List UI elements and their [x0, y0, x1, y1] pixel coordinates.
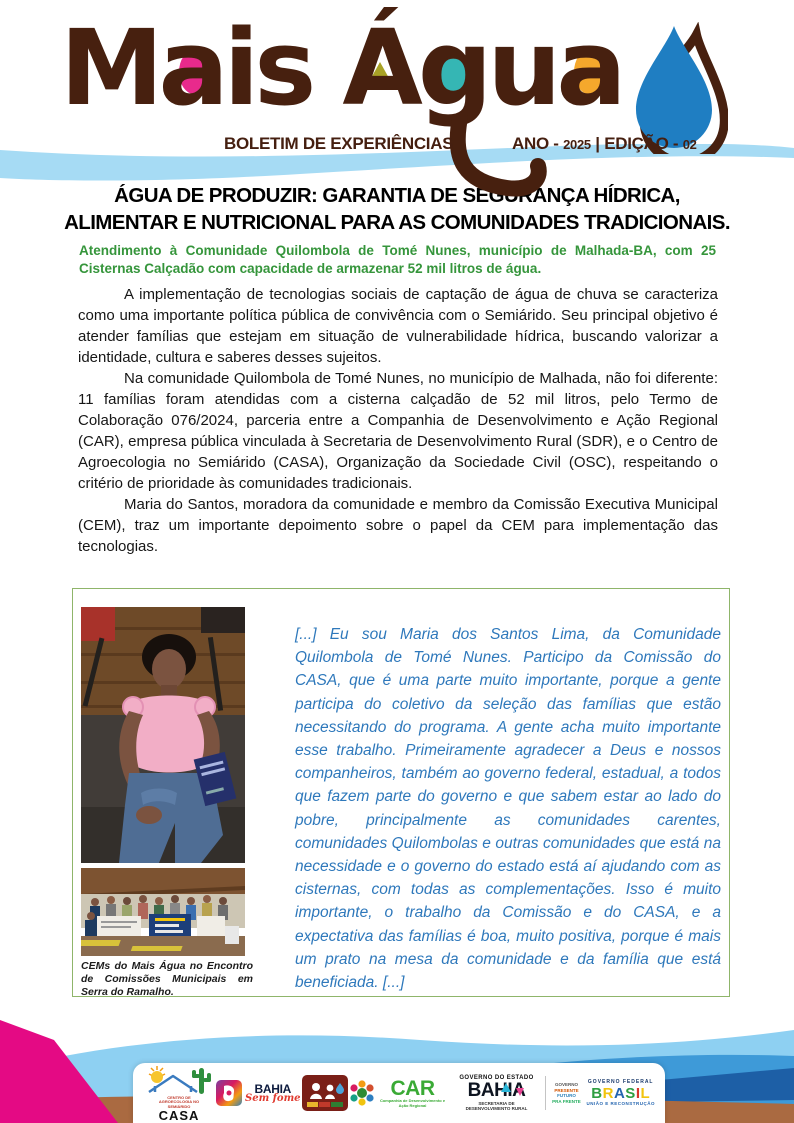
slogan-line1: GOVERNO	[554, 1082, 578, 1087]
testimonial-box	[72, 588, 730, 997]
brasil-wordmark: BRASIL	[591, 1084, 651, 1102]
bahia-cyan-triangle	[501, 1083, 511, 1092]
car-subtitle: Companhia de Desenvolvimento e Ação Regional	[379, 1098, 446, 1108]
mais-agua-program-icon	[302, 1075, 348, 1111]
slogan-line4: PRA FRENTE	[552, 1098, 581, 1104]
paragraph-1: A implementação de tecnologias sociais de captação de água de chuva se caracteriza como uma importante política pública de convivência com o Semiárido. Seu principal objetivo é atender famílias que estejam em situação de vulnerabilidade hídrica, buscando valorizar a identidade, cultura e saberes desses sujeitos.	[78, 286, 718, 366]
photo-cem-meeting	[81, 868, 245, 956]
logo-brasil	[586, 1080, 655, 1107]
bahia-pink-triangle	[516, 1088, 524, 1096]
logo-wordmark: Mais Água	[60, 7, 622, 129]
testimonial-quote: [...] Eu sou Maria dos Santos Lima, da Comunidade Quilombola de Tomé Nunes. Participo da Comissão do CASA, que é uma parte muito importante, porque a gente participa do coletivo da seleção das famílias que estão necessitando do programa. A gente acha muito importante esse trabalho. Primeiramente agradecer a Deus e nossos companheiros, também ao governo federal, estadual, a todos que fazem parte do governo e que sabem estar ao lado do pobre, principalmente as comunidades carentes, comunidades Quilombolas e outras comunidades que está na necessidade e o governo do estado está aí ajudando com as cisternas, com todas as complementações. Isso é muito importante, o trabalho da Comissão e do CASA, e a expectativa das famílias é boa, muito positiva, porque é mais um prato na mesa da comunidade e da família que está beneficiada. [...]	[295, 626, 721, 992]
year-label: ANO -	[512, 134, 559, 153]
edition-value: 02	[682, 137, 697, 152]
car-text	[378, 1078, 448, 1108]
issue-line	[512, 134, 697, 154]
year-value: 2025	[563, 137, 591, 152]
logo-governo-bahia	[449, 1075, 545, 1111]
article-subtitle: Atendimento à Comunidade Quilombola de Tomé Nunes, município de Malhada-BA, com 25 Cisternas Calçadão com capacidade de armazenar 52 mil litros de água.	[79, 243, 716, 276]
article-title	[50, 182, 744, 236]
bahia-sem-fome-line1: BAHIA	[254, 1081, 292, 1096]
car-name: CAR	[390, 1077, 435, 1100]
bulletin-tagline: BOLETIM DE EXPERIÊNCIAS	[224, 134, 454, 153]
bahia-wordmark: BAHIA	[467, 1080, 526, 1101]
article-title-line2: ALIMENTAR E NUTRICIONAL PARA AS COMUNIDADES TRADICIONAIS.	[64, 211, 730, 234]
logo-bahia-sem-fome	[216, 1080, 301, 1106]
bahia-sem-fome-icon	[216, 1080, 242, 1106]
edition-label: EDIÇÃO -	[604, 134, 679, 153]
governo-federal-label: GOVERNO FEDERAL	[587, 1078, 654, 1085]
paragraph-3: Maria do Santos, moradora da comunidade e membro da Comissão Executiva Municipal (CEM), traz um importante depoimento sobre o papel da CEM para implementação das tecnologias.	[78, 496, 718, 555]
logo-slogan-block	[547, 1082, 585, 1104]
paragraph-2: Na comunidade Quilombola de Tomé Nunes, no município de Malhada, não foi diferente: 11 famílias foram atendidas com a cisterna calçadão de 52 mil litros, pelo Termo de Colaboração 076/2024, parceria entre a Companhia de Desenvolvimento e Ação Regional (CAR), empresa pública vinculada à Secretaria de Desenvolvimento Rural (SDR), e o Centro de Agroecologia no Semiárido (CASA), Organização da Sociedade Civil (OSC), respeitando o critério de prioridade às comunidades tradicionais.	[78, 370, 718, 492]
casa-subtitle: CENTRO DE AGROECOLOGIA NO SEMIÁRIDO	[158, 1094, 200, 1109]
partner-logo-bar	[133, 1063, 665, 1123]
mais-agua-logo	[60, 7, 622, 151]
uniao-reconstrucao-label: UNIÃO E RECONSTRUÇÃO	[586, 1100, 655, 1106]
photo-maria	[81, 607, 245, 863]
article-body	[78, 284, 718, 557]
article-title-line1: ÁGUA DE PRODUZIR: GARANTIA DE SEGURANÇA HÍDRICA,	[114, 184, 680, 207]
slogan-line3: FUTURO	[557, 1093, 576, 1098]
photo-caption: CEMs do Mais Água no Encontro de Comissões Municipais em Serra do Ramalho.	[81, 960, 253, 998]
logo-g-tail	[412, 114, 562, 209]
logo-divider	[545, 1076, 546, 1110]
bahia-sem-fome-line2: Sem fome	[244, 1092, 301, 1104]
casa-name: CASA	[158, 1108, 200, 1123]
logo-casa	[143, 1064, 215, 1123]
issue-divider: |	[595, 134, 600, 153]
slogan-line2: PRESENTE	[554, 1087, 579, 1093]
casa-icon	[143, 1064, 215, 1096]
bahia-sem-fome-text	[245, 1083, 301, 1104]
car-circles-icon	[349, 1080, 375, 1106]
governo-estado-label: GOVERNO DO ESTADO	[459, 1075, 534, 1081]
secretaria-label: SECRETARIA DE DESENVOLVIMENTO RURAL	[465, 1101, 528, 1111]
logo-car	[349, 1078, 448, 1108]
